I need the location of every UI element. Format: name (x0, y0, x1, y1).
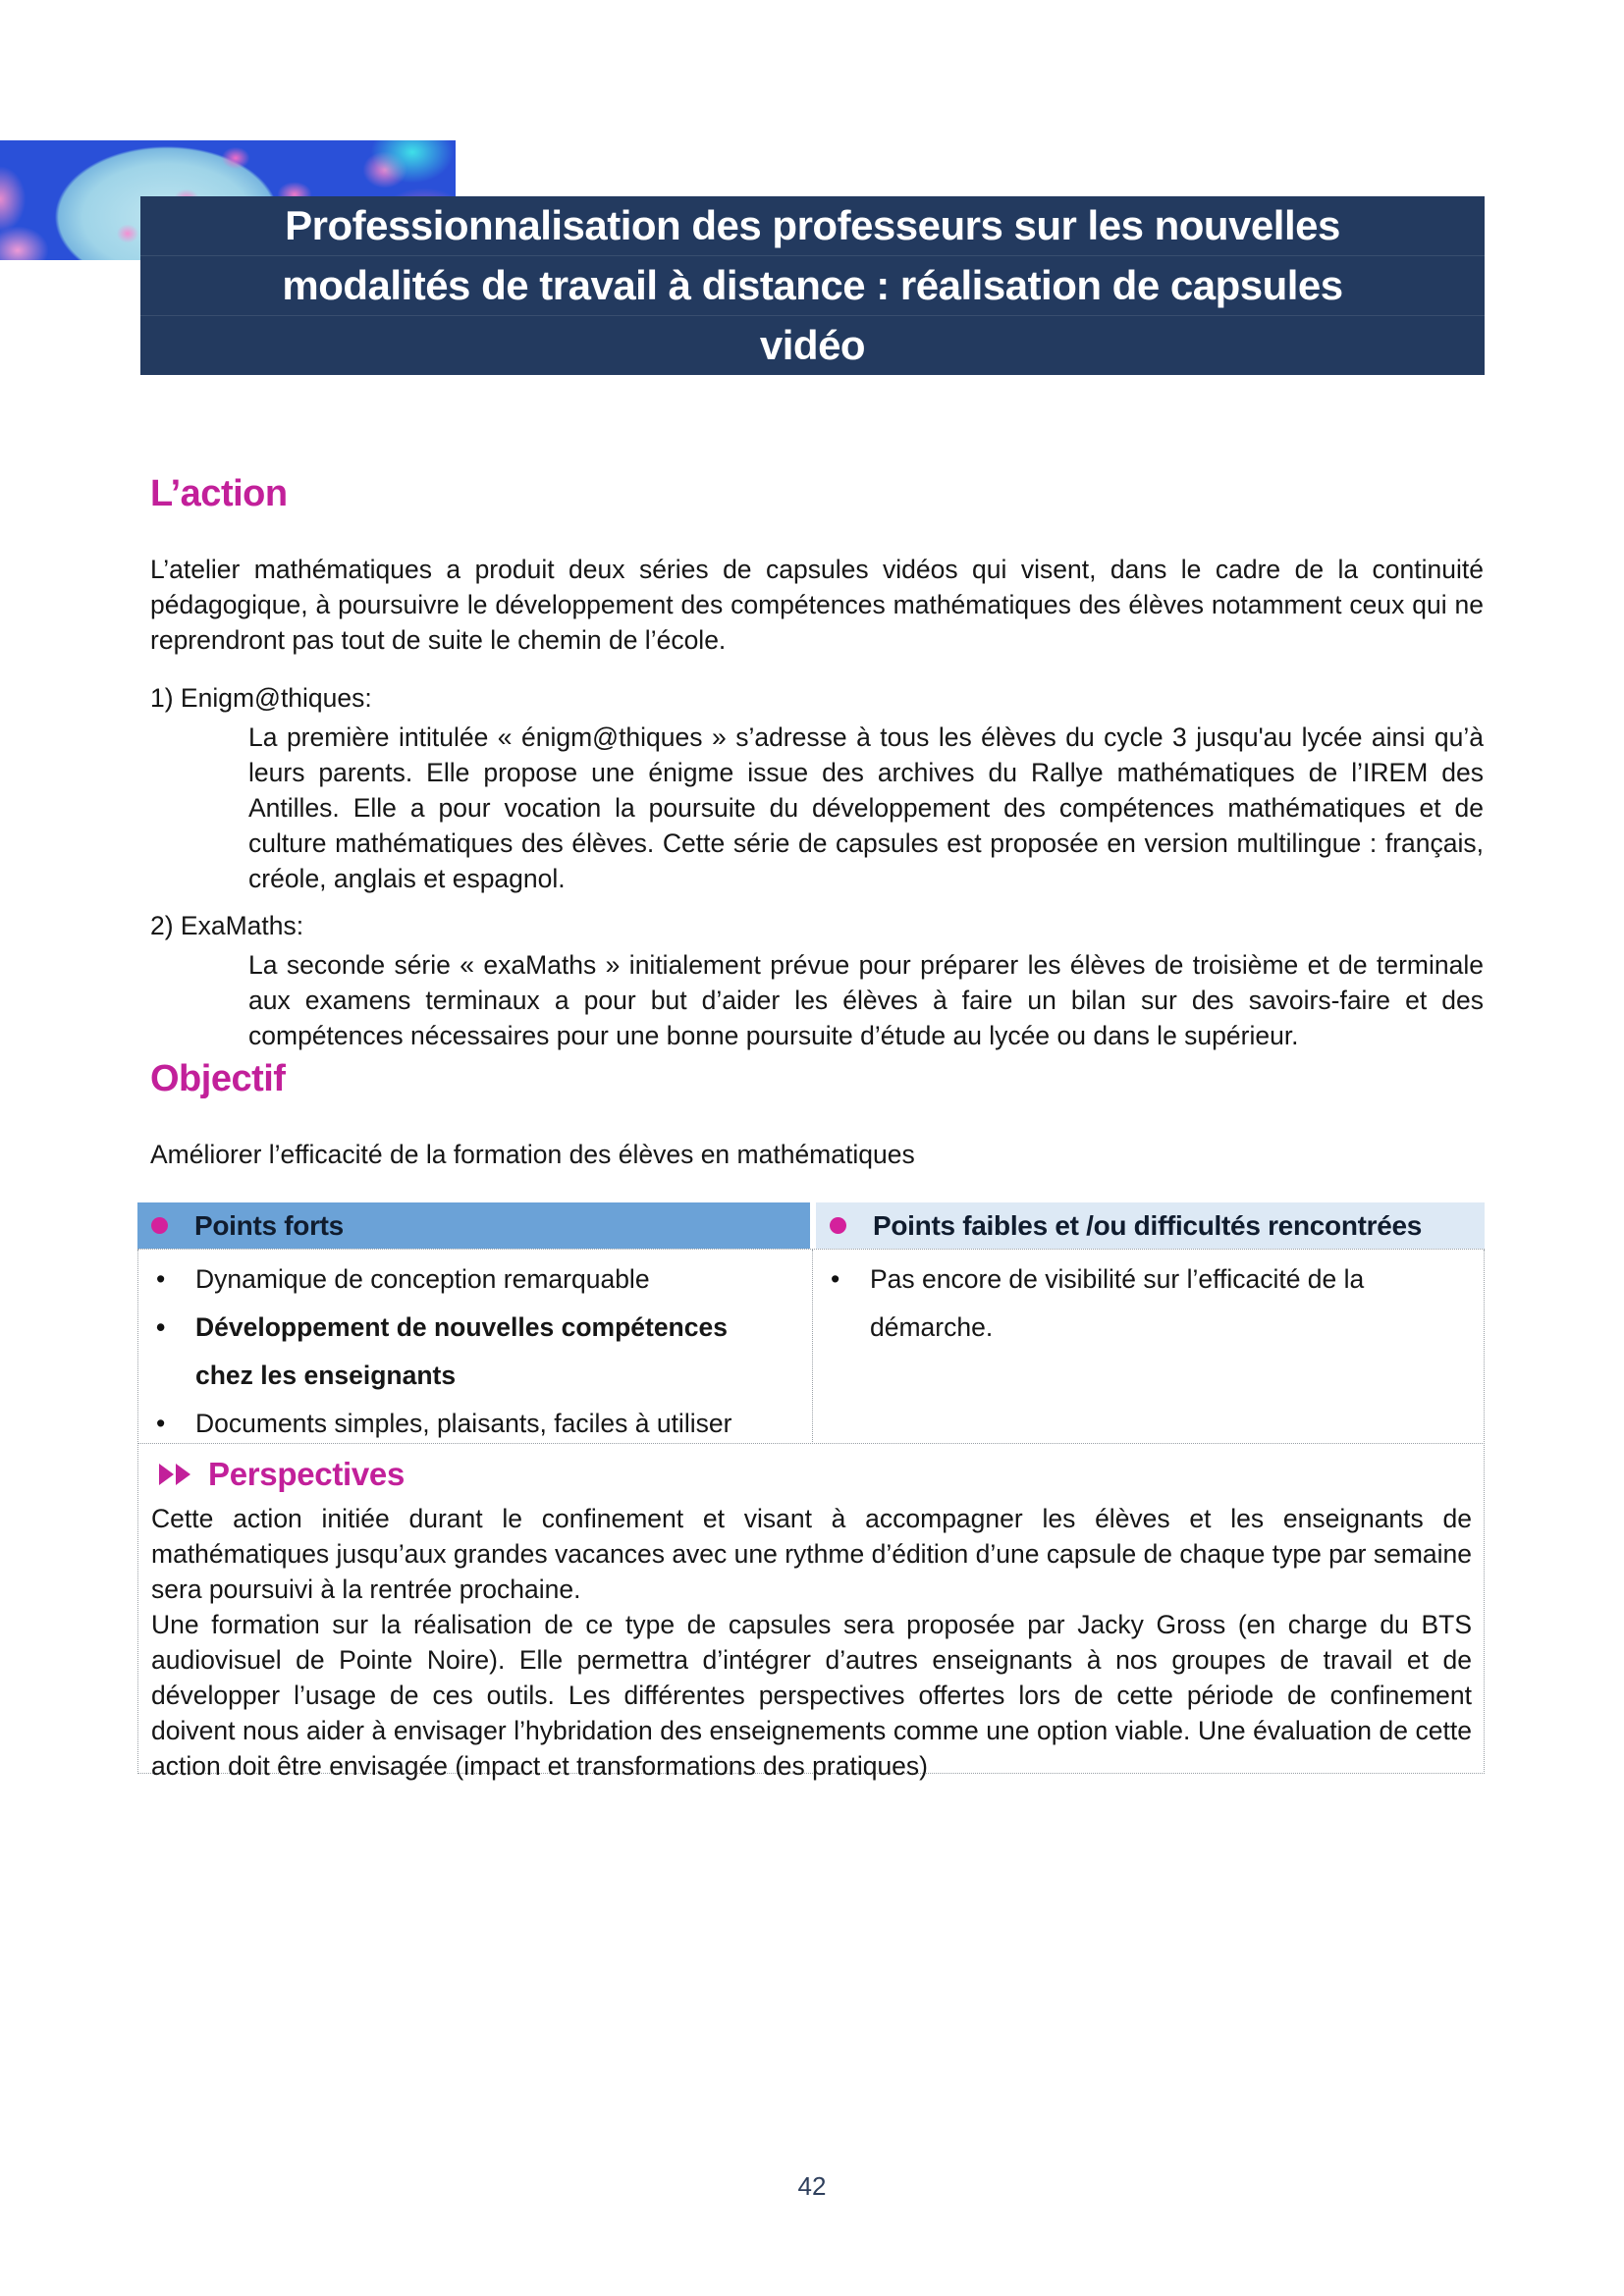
list-label-examaths: 2) ExaMaths: (150, 911, 304, 940)
perspectives-paragraph-1: Cette action initiée durant le confinement et visant à accompagner les élèves et les enseignants de mathématiques jusqu’aux grandes vacances avec une rythme d’édition d’une capsule de chaque type par semaine sera poursuivi à la rentrée prochaine. (151, 1504, 1472, 1604)
page-title-line-3: vidéo (140, 315, 1485, 375)
table-body-row (137, 1249, 1485, 1444)
perspectives-paragraph-2: Une formation sur la réalisation de ce type de capsules sera proposée par Jacky Gross (en charge du BTS audiovisuel de Pointe Noire). Elle permettra d’intégrer d’autres enseignants à nos groupes de travail et de développer l’usage de ces outils. Les différentes perspectives offertes lors de cette période de confinement doivent nous aider à envisager l’hybridation des enseignements comme une option viable. Une évaluation de cette action doit être envisagée (impact et transformations des pratiques) (151, 1610, 1472, 1781)
list-item: • Développement de nouvelles compétences chez les enseignants (138, 1304, 812, 1400)
examaths-paragraph: La seconde série « exaMaths » initialement prévue pour préparer les élèves de troisième et de terminale aux examens terminaux a pour but d’aider les élèves à faire un bilan sur des savoirs-faire et des compétences nécessaires pour une bonne poursuite d’étude au lycée ou dans le supérieur. (248, 950, 1484, 1050)
enigmathiques-paragraph: La première intitulée « énigm@thiques » s’adresse à tous les élèves du cycle 3 jusqu'au lycée ainsi qu’à leurs parents. Elle propose une énigme issue des archives du Rallye mathématiques de l’IREM des Antilles. Elle a pour vocation la poursuite du développement des compétences mathématiques et de culture mathématiques des élèves. Cette série de capsules est proposée en version multilingue : français, créole, anglais et espagnol. (248, 722, 1484, 893)
list-item: • Dynamique de conception remarquable (138, 1255, 812, 1304)
strengths-weaknesses-table (137, 1202, 1485, 1444)
perspectives-title: Perspectives (208, 1456, 406, 1492)
page-title-line-1: Professionnalisation des professeurs sur les nouvelles (285, 202, 1340, 248)
list-item: • Pas encore de visibilité sur l’efficacité de la démarche. (813, 1255, 1484, 1352)
strengths-header-cell (137, 1202, 810, 1249)
page-number: 42 (797, 2171, 827, 2201)
section-heading-action: L’action (150, 473, 288, 514)
weaknesses-header-label: Points faibles et /ou difficultés rencontrées (873, 1209, 1423, 1241)
page-title-line-2: modalités de travail à distance : réalisation de capsules (140, 255, 1485, 315)
magenta-dot-icon (151, 1217, 168, 1234)
perspectives-section (137, 1443, 1485, 1781)
list-item: • Documents simples, plaisants, faciles à utiliser (138, 1400, 812, 1448)
perspectives-header (151, 1456, 1472, 1493)
weaknesses-list (813, 1255, 1484, 1352)
strengths-body-cell (137, 1250, 813, 1444)
weaknesses-body-cell (813, 1250, 1485, 1444)
weaknesses-header-cell (816, 1202, 1485, 1249)
section-heading-objectif: Objectif (150, 1058, 286, 1099)
double-chevron-right-icon (159, 1464, 192, 1485)
strengths-header-label: Points forts (194, 1209, 344, 1241)
action-intro-paragraph: L’atelier mathématiques a produit deux séries de capsules vidéos qui visent, dans le cadre de la continuité pédagogique, à poursuivre le développement des compétences mathématiques des élèves notamment ceux qui ne reprendront pas tout de suite le chemin de l’école. (150, 555, 1484, 655)
list-label-enigmathiques: 1) Enigm@thiques: (150, 683, 372, 713)
page-title (140, 196, 1485, 375)
objectif-paragraph: Améliorer l’efficacité de la formation des élèves en mathématiques (150, 1140, 915, 1169)
magenta-dot-icon (830, 1217, 846, 1234)
strengths-list (138, 1255, 812, 1448)
table-header-row (137, 1202, 1485, 1249)
